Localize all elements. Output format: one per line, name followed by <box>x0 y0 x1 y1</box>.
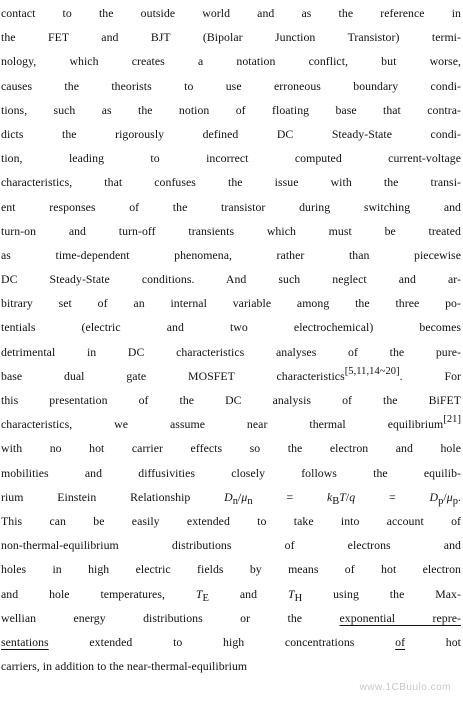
text-span: tions, such as the notion of floating base that contra- <box>1 102 461 117</box>
underlined-text: sentations <box>1 634 49 649</box>
text-span: tion, leading to incorrect computed current-voltage <box>1 151 461 166</box>
text-span: characteristics, that confuses the issue with the transi- <box>1 175 461 190</box>
operator: / <box>238 489 242 504</box>
symbol-T: T <box>195 586 203 601</box>
text-span: nology, which creates a notation conflict, but worse, <box>1 54 461 69</box>
text-line <box>0 315 461 339</box>
text-span: ent responses of the transistor during switching and <box>1 199 461 214</box>
einstein-relation <box>224 489 461 507</box>
subscript: p <box>438 495 444 507</box>
text-line <box>0 412 461 436</box>
underlined-text: exponential repre- <box>339 610 461 625</box>
text-line <box>0 557 461 581</box>
underlined-text: of <box>395 634 406 649</box>
text-line <box>0 630 461 654</box>
symbol-T: T <box>339 489 346 504</box>
operator: / <box>443 489 447 504</box>
text-span: mobilities and diffusivities closely follows the equilib- <box>1 465 461 480</box>
text-span: the FET and BJT (Bipolar Junction Transistor) termi- <box>1 30 461 45</box>
text-line <box>0 461 461 485</box>
text-line <box>0 291 461 315</box>
symbol-T: T <box>287 586 295 601</box>
text-line <box>0 606 461 630</box>
text-line <box>0 436 461 460</box>
subscript: p <box>452 495 458 507</box>
text-line <box>0 267 461 291</box>
text-line <box>0 49 461 73</box>
text-line <box>0 195 461 219</box>
text-span: DC Steady-State conditions. And such neglect and ar- <box>1 272 461 287</box>
text-span: extended to high concentrations <box>48 634 396 649</box>
text-span: hot <box>405 634 461 649</box>
text-span: this presentation of the DC analysis of the BiFET <box>1 393 461 407</box>
text-span: and <box>208 586 288 601</box>
symbol-D: D <box>429 489 439 504</box>
subscript: E <box>202 592 209 604</box>
symbol-D: D <box>224 489 233 504</box>
text-span: base dual gate MOSFET characteristics <box>1 368 345 383</box>
watermark: www.1CBuulo.com <box>359 682 451 693</box>
text-line <box>0 243 461 267</box>
text-span: characteristics, we assume near thermal equilibrium <box>1 417 444 432</box>
text-line <box>0 509 461 533</box>
text-span: non-thermal-equilibrium distributions of electrons and <box>1 538 461 553</box>
text-span: dicts the rigorously defined DC Steady-State condi- <box>1 126 461 141</box>
text-span: rium Einstein Relationship <box>1 489 225 504</box>
text-span: carriers, in addition to the near-thermal-equilibrium <box>1 659 248 674</box>
text-line <box>0 74 461 98</box>
subscript: n <box>232 495 239 507</box>
symbol-mu: μ <box>241 489 248 504</box>
text-line <box>0 340 461 364</box>
operator: . <box>458 489 461 504</box>
text-span: . For <box>399 368 462 383</box>
text-line <box>0 170 461 194</box>
symbol-mu: μ <box>446 489 453 504</box>
text-span: with no hot carrier effects so the electron and hole <box>1 441 461 456</box>
text-span: and hole temperatures, <box>1 586 196 601</box>
text-span: contact to the outside world and as the reference in <box>1 6 461 20</box>
text-span: holes in high electric fields by means of hot electron <box>1 562 461 577</box>
text-line <box>0 364 461 388</box>
citation-ref: [21] <box>443 414 461 426</box>
text-line <box>0 582 461 606</box>
text-span: This can be easily extended to take into account of <box>1 513 461 528</box>
text-span: detrimental in DC characteristics analyses of the pure- <box>1 344 461 359</box>
text-span: as time-dependent phenomena, rather than piecewise <box>1 247 461 262</box>
text-span: bitrary set of an internal variable among the three po- <box>1 296 461 311</box>
operator: = <box>355 489 430 504</box>
text-span: using the Max- <box>302 586 461 601</box>
text-line <box>0 1 461 25</box>
text-line <box>0 98 461 122</box>
subscript: B <box>332 495 340 507</box>
text-line-equation <box>0 485 461 509</box>
operator: / <box>345 489 350 504</box>
text-line <box>0 219 461 243</box>
text-line <box>0 654 461 678</box>
operator: = <box>252 489 327 504</box>
text-line <box>0 122 461 146</box>
citation-ref: [5,11,14~20] <box>344 365 400 377</box>
subscript: H <box>294 592 303 604</box>
symbol-k: k <box>326 489 333 504</box>
text-span: causes the theorists to use erroneous boundary condi- <box>1 78 461 93</box>
text-line <box>0 146 461 170</box>
text-span: turn-on and turn-off transients which must be treated <box>1 223 461 238</box>
subscript: n <box>247 495 253 507</box>
text-span: tentials (electric and two electrochemical) becomes <box>1 320 461 335</box>
text-line <box>0 25 461 49</box>
text-span: wellian energy distributions or the <box>1 610 340 625</box>
text-line <box>0 533 461 557</box>
symbol-q: q <box>349 489 356 504</box>
text-line <box>0 388 461 412</box>
